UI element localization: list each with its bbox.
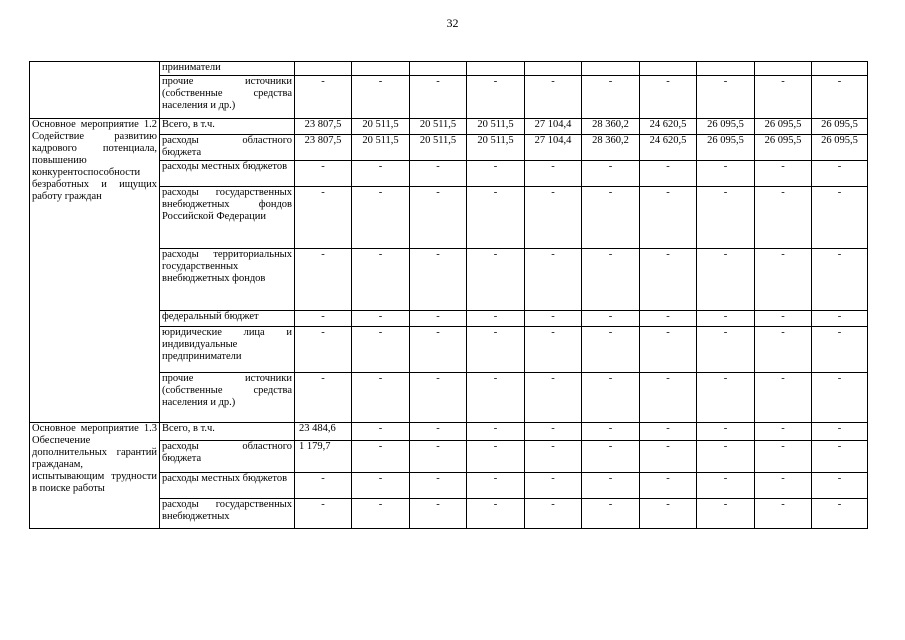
value-cell: - xyxy=(525,373,582,423)
value-cell xyxy=(812,62,868,76)
value-cell: - xyxy=(582,311,640,327)
value-cell: - xyxy=(352,473,410,499)
budget-table-body xyxy=(30,62,868,529)
value-cell: 26 095,5 xyxy=(755,135,812,161)
value-cell: 23 484,6 xyxy=(295,423,352,441)
value-cell: - xyxy=(352,441,410,473)
value-cell: - xyxy=(812,311,868,327)
value-cell: - xyxy=(582,76,640,119)
value-cell: 28 360,2 xyxy=(582,119,640,135)
value-cell: - xyxy=(640,423,697,441)
value-cell: - xyxy=(295,161,352,187)
value-cell: - xyxy=(582,187,640,249)
value-cell: - xyxy=(525,423,582,441)
value-cell: - xyxy=(352,311,410,327)
value-cell: - xyxy=(410,161,467,187)
value-cell: - xyxy=(812,76,868,119)
value-cell: - xyxy=(467,441,525,473)
measure-cell: Основное мероприятие 1.3 Обеспечение дополнительных гарантий гражданам, испытывающим трудности в поиске работы xyxy=(30,423,160,529)
value-cell: 23 807,5 xyxy=(295,119,352,135)
value-cell xyxy=(295,62,352,76)
value-cell: - xyxy=(640,161,697,187)
value-cell: - xyxy=(755,373,812,423)
value-cell: 23 807,5 xyxy=(295,135,352,161)
value-cell: - xyxy=(640,311,697,327)
value-cell: - xyxy=(467,187,525,249)
value-cell: - xyxy=(582,327,640,373)
value-cell: - xyxy=(467,499,525,529)
funding-source-cell: расходы государственных внебюджетных фондов Российской Федерации xyxy=(160,187,295,249)
value-cell: - xyxy=(352,187,410,249)
value-cell xyxy=(582,62,640,76)
value-cell: - xyxy=(755,187,812,249)
value-cell: - xyxy=(582,373,640,423)
value-cell: - xyxy=(697,473,755,499)
table-row xyxy=(30,423,868,441)
funding-source-cell: расходы местных бюджетов xyxy=(160,161,295,187)
value-cell: 20 511,5 xyxy=(467,119,525,135)
funding-source-cell: Всего, в т.ч. xyxy=(160,119,295,135)
value-cell: 24 620,5 xyxy=(640,135,697,161)
value-cell: - xyxy=(525,249,582,311)
value-cell: - xyxy=(812,499,868,529)
value-cell: - xyxy=(295,187,352,249)
value-cell: 20 511,5 xyxy=(410,119,467,135)
value-cell: - xyxy=(525,499,582,529)
value-cell: - xyxy=(410,423,467,441)
value-cell: - xyxy=(755,76,812,119)
value-cell: - xyxy=(525,311,582,327)
funding-source-cell: прочие источники (собственные средства населения и др.) xyxy=(160,373,295,423)
funding-source-cell: приниматели xyxy=(160,62,295,76)
value-cell: 20 511,5 xyxy=(467,135,525,161)
value-cell: 20 511,5 xyxy=(352,119,410,135)
value-cell: - xyxy=(582,423,640,441)
value-cell xyxy=(352,62,410,76)
value-cell: 28 360,2 xyxy=(582,135,640,161)
value-cell: - xyxy=(640,499,697,529)
value-cell: - xyxy=(295,327,352,373)
value-cell: 26 095,5 xyxy=(812,135,868,161)
value-cell: - xyxy=(812,161,868,187)
value-cell: 27 104,4 xyxy=(525,135,582,161)
value-cell: - xyxy=(410,473,467,499)
value-cell: - xyxy=(755,311,812,327)
value-cell: - xyxy=(812,441,868,473)
value-cell: 20 511,5 xyxy=(410,135,467,161)
value-cell: - xyxy=(352,161,410,187)
value-cell: - xyxy=(295,473,352,499)
value-cell: 26 095,5 xyxy=(697,119,755,135)
value-cell: - xyxy=(467,249,525,311)
value-cell: - xyxy=(697,161,755,187)
value-cell: - xyxy=(697,76,755,119)
value-cell: - xyxy=(755,499,812,529)
value-cell: - xyxy=(525,327,582,373)
value-cell: - xyxy=(697,187,755,249)
value-cell: - xyxy=(697,311,755,327)
value-cell: 1 179,7 xyxy=(295,441,352,473)
funding-source-cell: прочие источники (собственные средства населения и др.) xyxy=(160,76,295,119)
funding-source-cell: юридические лица и индивидуальные предприниматели xyxy=(160,327,295,373)
page-number: 32 xyxy=(446,16,459,30)
funding-source-cell: Всего, в т.ч. xyxy=(160,423,295,441)
value-cell xyxy=(755,62,812,76)
value-cell: - xyxy=(812,249,868,311)
value-cell: - xyxy=(295,249,352,311)
value-cell: - xyxy=(697,249,755,311)
value-cell: - xyxy=(640,76,697,119)
value-cell: - xyxy=(410,373,467,423)
value-cell: - xyxy=(755,423,812,441)
value-cell: - xyxy=(410,327,467,373)
value-cell: 26 095,5 xyxy=(697,135,755,161)
value-cell: 20 511,5 xyxy=(352,135,410,161)
value-cell: - xyxy=(812,423,868,441)
value-cell: - xyxy=(352,76,410,119)
value-cell: - xyxy=(410,187,467,249)
value-cell: - xyxy=(640,473,697,499)
value-cell: - xyxy=(640,327,697,373)
value-cell: - xyxy=(525,187,582,249)
value-cell: - xyxy=(352,423,410,441)
value-cell: - xyxy=(525,76,582,119)
value-cell: - xyxy=(755,249,812,311)
value-cell: - xyxy=(295,311,352,327)
value-cell: - xyxy=(582,161,640,187)
value-cell: - xyxy=(697,499,755,529)
value-cell: - xyxy=(467,473,525,499)
table-row xyxy=(30,62,868,76)
value-cell: - xyxy=(812,327,868,373)
funding-source-cell: расходы территориальных государственных внебюджетных фондов xyxy=(160,249,295,311)
funding-source-cell: федеральный бюджет xyxy=(160,311,295,327)
value-cell: - xyxy=(582,441,640,473)
budget-table xyxy=(29,61,868,529)
value-cell: - xyxy=(640,441,697,473)
value-cell: - xyxy=(640,249,697,311)
value-cell xyxy=(697,62,755,76)
value-cell xyxy=(525,62,582,76)
value-cell: - xyxy=(582,473,640,499)
measure-cell xyxy=(30,62,160,119)
value-cell: - xyxy=(352,499,410,529)
value-cell: - xyxy=(582,499,640,529)
value-cell: - xyxy=(697,327,755,373)
measure-cell: Основное мероприятие 1.2 Содействие развитию кадрового потенциала, повышению конкурентоспособности безработных и ищущих работу граждан xyxy=(30,119,160,423)
value-cell: - xyxy=(295,373,352,423)
value-cell: - xyxy=(467,327,525,373)
value-cell: - xyxy=(755,441,812,473)
funding-source-cell: расходы государственных внебюджетных xyxy=(160,499,295,529)
value-cell: - xyxy=(525,441,582,473)
value-cell: - xyxy=(295,76,352,119)
value-cell: - xyxy=(582,249,640,311)
value-cell: 27 104,4 xyxy=(525,119,582,135)
value-cell xyxy=(467,62,525,76)
value-cell xyxy=(640,62,697,76)
value-cell: - xyxy=(410,249,467,311)
value-cell: - xyxy=(467,161,525,187)
value-cell: - xyxy=(812,473,868,499)
table-row xyxy=(30,119,868,135)
value-cell: 26 095,5 xyxy=(755,119,812,135)
value-cell: 26 095,5 xyxy=(812,119,868,135)
value-cell: - xyxy=(755,473,812,499)
value-cell: - xyxy=(352,327,410,373)
value-cell: - xyxy=(295,499,352,529)
value-cell: - xyxy=(812,187,868,249)
value-cell: - xyxy=(755,327,812,373)
value-cell: - xyxy=(640,187,697,249)
funding-source-cell: расходы местных бюджетов xyxy=(160,473,295,499)
value-cell: - xyxy=(755,161,812,187)
value-cell: - xyxy=(697,423,755,441)
value-cell: - xyxy=(352,373,410,423)
value-cell: - xyxy=(812,373,868,423)
value-cell: - xyxy=(525,473,582,499)
value-cell: 24 620,5 xyxy=(640,119,697,135)
funding-source-cell: расходы областного бюджета xyxy=(160,441,295,473)
value-cell: - xyxy=(410,441,467,473)
value-cell: - xyxy=(410,311,467,327)
value-cell: - xyxy=(697,441,755,473)
value-cell: - xyxy=(467,311,525,327)
value-cell xyxy=(410,62,467,76)
value-cell: - xyxy=(352,249,410,311)
value-cell: - xyxy=(410,76,467,119)
value-cell: - xyxy=(410,499,467,529)
value-cell: - xyxy=(467,423,525,441)
value-cell: - xyxy=(697,373,755,423)
value-cell: - xyxy=(640,373,697,423)
value-cell: - xyxy=(467,76,525,119)
value-cell: - xyxy=(525,161,582,187)
funding-source-cell: расходы областного бюджета xyxy=(160,135,295,161)
value-cell: - xyxy=(467,373,525,423)
